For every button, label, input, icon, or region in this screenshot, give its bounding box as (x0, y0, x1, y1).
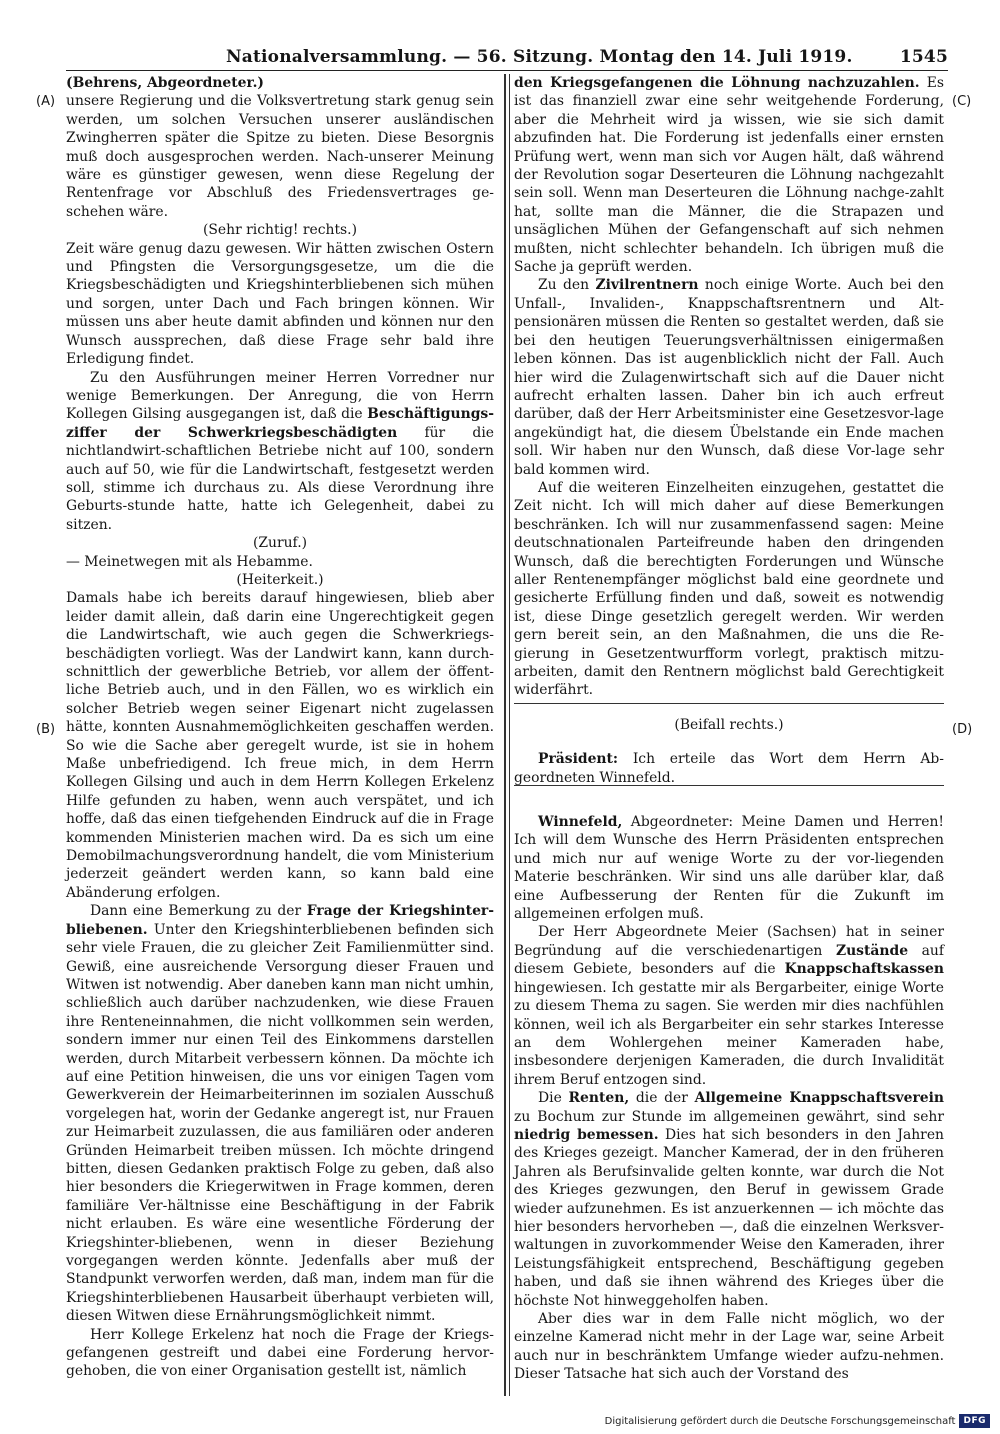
speaker-tag: (Behrens, Abgeordneter.) (66, 75, 264, 91)
paragraph: den Kriegsgefangenen die Löhnung nachzuzahlen. Es ist das finanziell zwar eine sehr weitgehende Forderung, aber die Mehrheit wird ja wissen, wie sie sich damit abzufinden hat. Die Forderung ist jedenfalls einer ernsten Prüfung wert, wenn man sich vor Augen hält, daß während der Revolution sogar Deserteuren die Löhnung nachgezahlt sein soll. Wenn man Deserteuren die Löhnung nachge-zahlt hat, sollte man die Männer, die die Strapazen und unsäglichen Mühen der Gefangenschaft auf sich nehmen mußten, nicht schlechter behandeln. Ich übrigen muß die Sache ja geprüft werden. (514, 75, 944, 276)
paragraph: unsere Regierung und die Volksvertretung stark genug sein werden, um solchen Versuchen unserer ausländischen Zwingherren später die Spitze zu bieten. Diese Besorgnis muß doch ausgesprochen werden. Nach-unserer Meinung wäre es günstiger gewesen, wenn diese Regelung der Rentenfrage vor Abschluß des Friedensvertrages ge-schehen wäre. (66, 93, 494, 220)
right-column (514, 74, 944, 1384)
section-rule (514, 703, 944, 704)
emphasis: niedrig bemessen. (514, 1126, 659, 1143)
reaction: (Heiterkeit.) (236, 571, 324, 588)
emphasis: den Kriegsgefangenen die Löhnung nachzuzahlen. (514, 75, 920, 91)
margin-marker-d: (D) (952, 722, 973, 737)
paragraph: Auf die weiteren Einzelheiten einzugehen, gestattet die Zeit nicht. Ich will mich daher auf diese Bemerkungen beschränken. Ich will nur zusammenfassend sagen: Meine deutschnationalen Parteifreunde haben den dringenden Wunsch, daß die berechtigten Forderungen und Wünsche aller Rentenempfänger möglichst bald eine geordnete und gesicherte Erfüllung finden und daß, soweit es notwendig ist, diese Dinge gesetzlich geregelt werden. Wir werden gern bereit sein, an den Maßnahmen, die uns die Re-gierung in Gesetzentwurfform vorlegt, praktisch mitzu-arbeiten, damit den Rentnern möglichst bald Gerechtigkeit widerfährt. (514, 479, 944, 699)
emphasis: Knappschaftskassen (784, 961, 944, 978)
dfg-logo: DFG (959, 1414, 990, 1428)
footer-text: Digitalisierung gefördert durch die Deutsche Forschungsgemeinschaft (604, 1415, 956, 1427)
paragraph: Aber dies war in dem Falle nicht möglich, wo der einzelne Kamerad nicht mehr in der Lage war, seine Arbeit auch nur in beschränktem Umfange wieder aufzu-nehmen. Dieser Tatsache hat sich auch der Vorstand des (514, 1311, 944, 1383)
page-number: 1545 (899, 47, 948, 67)
emphasis: Frage der Kriegshinter-bliebenen. (66, 903, 494, 938)
paragraph: Der Herr Abgeordnete Meier (Sachsen) hat in seiner Begründung auf die verschiedenartigen Zustände auf diesem Gebiete, besonders auf die Knappschaftskassen hingewiesen. Ich gestatte mir als Bergarbeiter, einige Worte zu diesem Thema zu sagen. Sie werden mir dies nachfühlen können, weil ich als Bergarbeiter ein sehr starkes Interesse an dem Wohlergehen meiner Kameraden habe, insbesondere derjenigen Kameraden, die durch Invalidität ihrem Beruf entzogen sind. (514, 924, 944, 1088)
emphasis: Zustände (835, 942, 909, 959)
reaction: (Sehr richtig! rechts.) (202, 222, 357, 239)
paragraph: Dann eine Bemerkung zu der Frage der Kriegshinter-bliebenen. Unter den Kriegshinterbliebenen befinden sich sehr viele Frauen, die zu gleicher Zeit Familienmütter sind. Gewiß, eine ausreichende Versorgung dieser Frauen und Witwen ist notwendig. Aber daneben kann man nicht umhin, schließlich auch darüber nachzudenken, wie diese Frauen ihre Renteneinnahmen, die nicht vollkommen sein werden, sondern immer nur einen Teil des Einkommens darstellen werden, durch Mitarbeit verbessern können. Da möchte ich auf eine Petition hinweisen, die uns vor einigen Tagen vom Gewerkverein der Heimarbeiterinnen im sozialen Ausschuß vorgelegen hat, worin der Gedanke angeregt ist, nur Frauen zur Heimarbeit zuzulassen, die aus familiären oder anderen Gründen Heimarbeit treiben müssen. Ich möchte dringend bitten, diesen Gedanken praktisch Folge zu geben, daß also hier besonders die Kriegerwitwen in Frage kommen, deren familiäre Ver-hältnisse eine Beschäftigung in der Fabrik nicht erlauben. Es wäre eine wesentliche Förderung der Kriegshinter-bliebenen, wenn in dieser Beziehung vorgegangen werden könnte. Jedenfalls aber muß der Standpunkt verworfen werden, daß man, indem man für die Kriegshinterbliebenen Hausarbeit überhaupt verbieten will, diesen Witwen diese Ernährungsmöglichkeit nimmt. (66, 903, 494, 1325)
page-header (66, 44, 948, 71)
paragraph: — Meinetwegen mit als Hebamme. (66, 553, 313, 570)
paragraph: Präsident: Ich erteile das Wort dem Herrn Ab-geordneten Winnefeld. (514, 751, 944, 786)
margin-marker-a: (A) (36, 94, 56, 109)
emphasis: Beschäftigungs-ziffer der Schwerkriegsbeschädigten (66, 406, 494, 441)
paragraph: Winnefeld, Abgeordneter: Meine Damen und Herren! Ich will dem Wunsche des Herrn Präsidenten entsprechen und mich nur auf wenige Worte zu der vor-liegenden Materie beschränken. Wir sind uns alle darüber klar, daß eine Aufbesserung der Renten für die Zukunft im allgemeinen erfolgen muß. (514, 814, 944, 923)
emphasis: Renten, (568, 1090, 630, 1107)
emphasis: Zivilrentnern (595, 277, 699, 294)
left-column (66, 74, 494, 1381)
speaker-name: Präsident: (538, 751, 619, 768)
margin-marker-b: (B) (36, 722, 56, 737)
margin-marker-c: (C) (952, 94, 972, 109)
emphasis: Allgemeine Knappschaftsverein (694, 1090, 944, 1107)
speaker-name: Winnefeld, (538, 814, 623, 831)
page-title: Nationalversammlung. — 56. Sitzung. Montag den 14. Juli 1919. (226, 47, 853, 67)
paragraph: Herr Kollege Erkelenz hat noch die Frage der Kriegs-gefangenen gestreift und dabei eine Forderung hervor-gehoben, die von einer Organisation gestellt ist, nämlich (66, 1326, 494, 1380)
paragraph: Zu den Zivilrentnern noch einige Worte. Auch bei den Unfall-, Invaliden-, Knappschaftsrentnern und Alt-pensionären müssen die Renten so gestaltet werden, daß sie bei den heutigen Teuerungsverhältnissen einigermaßen leben können. Das ist augenblicklich nicht der Fall. Auch hier wird die Zulagenwirtschaft sich auf die Dauer nicht aufrecht erhalten lassen. Daher bin ich auch erfreut darüber, daß der Herr Arbeitsminister eine Gesetzesvor-lage angekündigt hat, die diesem Übelstande ein Ende machen soll. Wir haben nur den Wunsch, daß diese Vor-lage sehr bald kommen wird. (514, 277, 944, 478)
reaction: (Beifall rechts.) (674, 716, 784, 733)
column-divider (504, 74, 510, 1396)
paragraph: Zu den Ausführungen meiner Herren Vorredner nur wenige Bemerkungen. Der Anregung, die von Herrn Kollegen Gilsing ausgegangen ist, daß die Beschäftigungs-ziffer der Schwerkriegsbeschädigten für die nichtlandwirt-schaftlichen Betriebe nicht auf 100, sondern auch auf 50, wie für die Landwirtschaft, festgesetzt werden soll, stimme ich durchaus zu. Als diese Verordnung ihre Geburts-stunde hatte, hatte ich Gelegenheit, dabei zu sitzen. (66, 369, 494, 533)
footer (605, 1414, 990, 1428)
paragraph: Die Renten, die der Allgemeine Knappschaftsverein zu Bochum zur Stunde im allgemeinen gewährt, sind sehr niedrig bemessen. Dies hat sich besonders in den Jahren des Krieges gezeigt. Mancher Kamerad, der in den früheren Jahren als Berufsinvalide gelten konnte, war durch die Not des Krieges gezwungen, den Beruf in gewissem Grade wieder aufzunehmen. Es ist anzuerkennen — ich möchte das hier besonders hervorheben —, daß die einzelnen Werksver-waltungen in zuvorkommender Weise den Kameraden, ihrer Leistungsfähigkeit entsprechend, Beschäftigung gegeben haben, und daß sie ihnen während des Krieges über die höchste Not hinweggeholfen haben. (514, 1090, 944, 1309)
reaction: (Zuruf.) (252, 535, 308, 552)
paragraph: Zeit wäre genug dazu gewesen. Wir hätten zwischen Ostern und Pfingsten die Versorgungsgesetze, um die die Kriegsbeschädigten und Kriegshinterbliebenen sich mühen und sorgen, unter Dach und Fach bringen können. Wir müssen uns aber heute damit abfinden und können nur den Wunsch aussprechen, daß diese Frage sehr bald ihre Erledigung findet. (66, 240, 494, 368)
section-rule (514, 785, 944, 786)
paragraph: Damals habe ich bereits darauf hingewiesen, blieb aber leider damit allein, daß darin eine Ungerechtigkeit gegen die Landwirtschaft, wie auch gegen die Schwerkriegs-beschädigten vorliegt. Was der Landwirt kann, kann durch-schnittlich der gewerbliche Betrieb, vor allem der öffent-liche Betrieb auch, und in den Fällen, wo es wirklich ein solcher Betrieb wegen seiner Eigenart nicht zugelassen hätte, konnten Ausnahmemöglichkeiten geschaffen werden. So wie die Sache aber geregelt wurde, ist sie in hohem Maße unbefriedigend. Ich freue mich, in dem Herrn Kollegen Gilsing und auch in dem Herrn Kollegen Erkelenz Hilfe gefunden zu haben, wenn auch verspätet, und ich hoffe, daß das einen tiefgehenden Eindruck auf die in Frage kommenden Ministerien machen wird. Da es sich um eine Demobilmachungsverordnung handelt, die vom Ministerium jederzeit geändert werden kann, so kann bald eine Abänderung erfolgen. (66, 590, 494, 901)
